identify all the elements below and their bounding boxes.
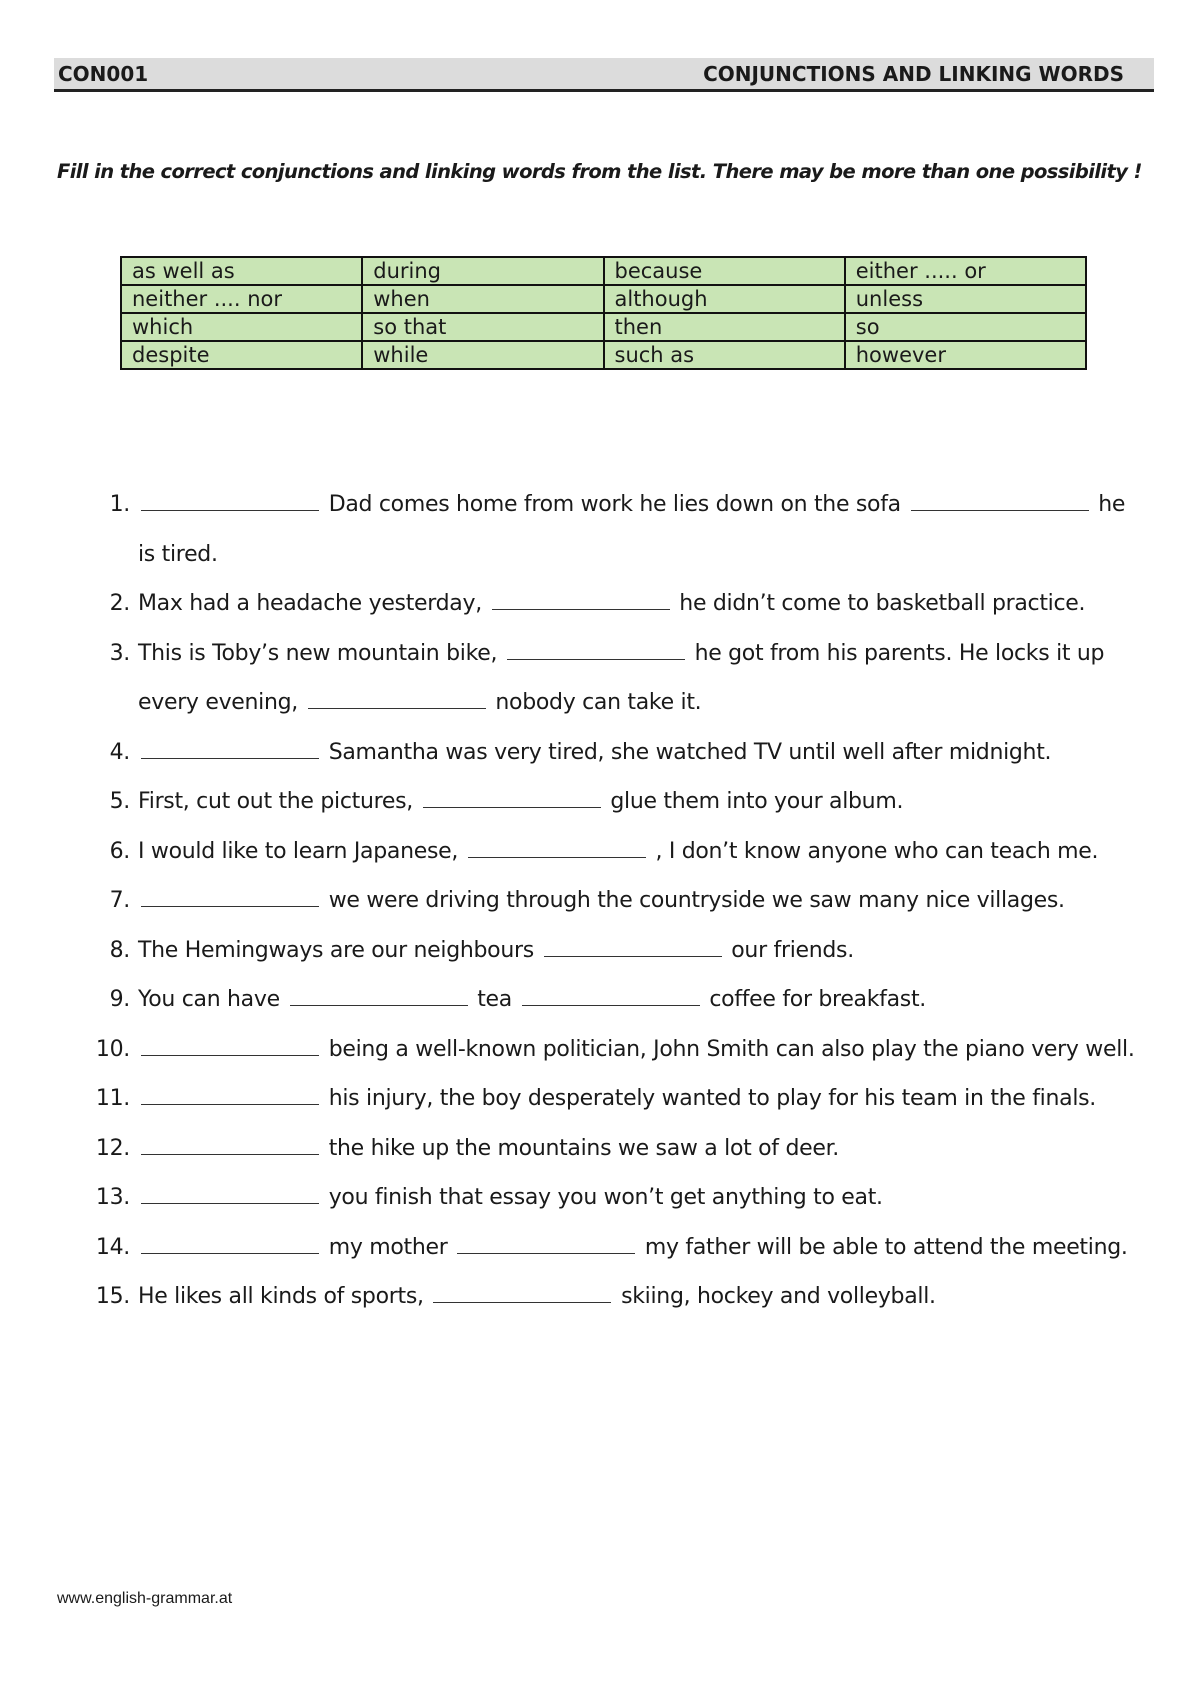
exercise-text — [130, 1173, 1140, 1223]
answer-blank[interactable] — [433, 1283, 611, 1303]
word-cell: so — [845, 313, 1086, 341]
worksheet-title: CONJUNCTIONS AND LINKING WORDS — [703, 61, 1124, 86]
answer-blank[interactable] — [308, 689, 486, 709]
footer-url: www.english-grammar.at — [57, 1590, 233, 1607]
word-cell: neither .... nor — [121, 285, 362, 313]
exercise-item — [60, 1124, 1140, 1174]
answer-blank[interactable] — [141, 1234, 319, 1254]
exercise-text-part: being a well-known politician, John Smith can also play the piano very well. — [322, 1036, 1135, 1062]
exercise-text — [130, 876, 1140, 926]
answer-blank[interactable] — [290, 986, 468, 1006]
word-row — [121, 257, 1086, 285]
exercise-text-part: I would like to learn Japanese, — [138, 838, 465, 864]
answer-blank[interactable] — [141, 1085, 319, 1105]
word-cell: which — [121, 313, 362, 341]
answer-blank[interactable] — [141, 1036, 319, 1056]
answer-blank[interactable] — [457, 1234, 635, 1254]
answer-blank[interactable] — [468, 838, 646, 858]
exercise-item — [60, 579, 1140, 629]
exercise-text-part: tea — [470, 987, 519, 1012]
word-cell: when — [362, 285, 603, 313]
exercise-item — [60, 926, 1140, 976]
exercise-number: 12. — [95, 1135, 130, 1161]
exercise-text-part: coffee for breakfast. — [702, 987, 926, 1012]
instructions: Fill in the correct conjunctions and linking words from the list. There may be more than one possibility ! — [57, 160, 1142, 183]
exercise-text — [130, 1025, 1140, 1075]
exercise-number: 8. — [109, 937, 130, 963]
exercise-text-part: he got from his parents. He locks it up every evening, — [138, 640, 1105, 715]
exercise-text-part: my mother — [322, 1234, 455, 1260]
exercise-text — [130, 975, 1140, 1025]
answer-blank[interactable] — [492, 590, 670, 610]
exercise-text — [130, 926, 1140, 976]
exercise-list — [60, 480, 1140, 1322]
exercise-text-part: This is Toby’s new mountain bike, — [138, 640, 504, 666]
answer-blank[interactable] — [141, 1135, 319, 1155]
exercise-text-part: skiing, hockey and volleyball. — [614, 1284, 936, 1309]
exercise-text — [130, 777, 1140, 827]
exercise-item — [60, 1025, 1140, 1075]
exercise-item — [60, 777, 1140, 827]
exercise-text-part: First, cut out the pictures, — [138, 789, 420, 814]
exercise-text — [130, 1124, 1140, 1174]
word-list-table — [120, 256, 1087, 370]
word-cell: unless — [845, 285, 1086, 313]
exercise-text-part: he is tired. — [138, 492, 1126, 567]
exercise-item — [60, 975, 1140, 1025]
exercise-number: 9. — [109, 987, 130, 1012]
exercise-text — [130, 1074, 1140, 1124]
exercise-text-part: our friends. — [724, 937, 854, 963]
exercise-number: 1. — [109, 492, 130, 517]
word-cell: as well as — [121, 257, 362, 285]
word-row — [121, 313, 1086, 341]
exercise-text-part: we were driving through the countryside we saw many nice villages. — [322, 888, 1065, 913]
exercise-text-part: He likes all kinds of sports, — [138, 1284, 431, 1309]
exercise-number: 15. — [95, 1284, 130, 1309]
page-header — [54, 58, 1154, 92]
exercise-item — [60, 876, 1140, 926]
exercise-text-part: Samantha was very tired, she watched TV until well after midnight. — [322, 739, 1052, 765]
exercise-text-part: you finish that essay you won’t get anything to eat. — [322, 1185, 883, 1210]
answer-blank[interactable] — [522, 986, 700, 1006]
exercise-item — [60, 728, 1140, 778]
word-cell: because — [604, 257, 845, 285]
exercise-text-part: the hike up the mountains we saw a lot of deer. — [322, 1135, 839, 1161]
exercise-text — [130, 579, 1140, 629]
exercise-number: 13. — [95, 1185, 130, 1210]
word-row — [121, 285, 1086, 313]
word-cell: during — [362, 257, 603, 285]
exercise-text — [130, 827, 1140, 877]
answer-blank[interactable] — [141, 739, 319, 759]
exercise-text-part: You can have — [138, 987, 287, 1012]
answer-blank[interactable] — [141, 887, 319, 907]
exercise-item — [60, 1074, 1140, 1124]
exercise-item — [60, 629, 1140, 728]
exercise-number: 7. — [109, 888, 130, 913]
word-cell: such as — [604, 341, 845, 369]
exercise-item — [60, 1223, 1140, 1273]
word-cell: then — [604, 313, 845, 341]
exercise-text-part: Max had a headache yesterday, — [138, 591, 489, 616]
exercise-number: 11. — [95, 1086, 130, 1111]
exercise-text-part: my father will be able to attend the meeting. — [638, 1234, 1128, 1260]
word-cell: either ..... or — [845, 257, 1086, 285]
exercise-text-part: , I don’t know anyone who can teach me. — [648, 838, 1099, 864]
exercise-number: 4. — [109, 739, 130, 765]
answer-blank[interactable] — [141, 1184, 319, 1204]
exercise-item — [60, 827, 1140, 877]
exercise-number: 5. — [109, 789, 130, 814]
exercise-number: 10. — [95, 1036, 130, 1062]
exercise-text-part: nobody can take it. — [488, 690, 702, 715]
exercise-text-part: Dad comes home from work he lies down on the sofa — [322, 492, 908, 517]
exercise-item — [60, 1272, 1140, 1322]
exercise-number: 14. — [95, 1234, 130, 1260]
exercise-text — [130, 629, 1140, 728]
exercise-item — [60, 480, 1140, 579]
exercise-text-part: his injury, the boy desperately wanted to play for his team in the finals. — [322, 1086, 1096, 1111]
answer-blank[interactable] — [141, 491, 319, 511]
word-cell: while — [362, 341, 603, 369]
exercise-number: 6. — [109, 838, 130, 864]
exercise-number: 2. — [109, 591, 130, 616]
exercise-text — [130, 728, 1140, 778]
answer-blank[interactable] — [423, 788, 601, 808]
answer-blank[interactable] — [507, 640, 685, 660]
word-cell: despite — [121, 341, 362, 369]
word-row — [121, 341, 1086, 369]
answer-blank[interactable] — [544, 937, 722, 957]
exercise-text — [130, 1223, 1140, 1273]
word-cell: although — [604, 285, 845, 313]
word-cell: however — [845, 341, 1086, 369]
worksheet-code: CON001 — [58, 61, 149, 86]
exercise-text-part: glue them into your album. — [603, 789, 904, 814]
exercise-text-part: The Hemingways are our neighbours — [138, 937, 541, 963]
exercise-text — [130, 1272, 1140, 1322]
answer-blank[interactable] — [911, 491, 1089, 511]
exercise-text-part: he didn’t come to basketball practice. — [672, 591, 1086, 616]
word-cell: so that — [362, 313, 603, 341]
exercise-number: 3. — [109, 640, 130, 666]
exercise-text — [130, 480, 1140, 579]
exercise-item — [60, 1173, 1140, 1223]
